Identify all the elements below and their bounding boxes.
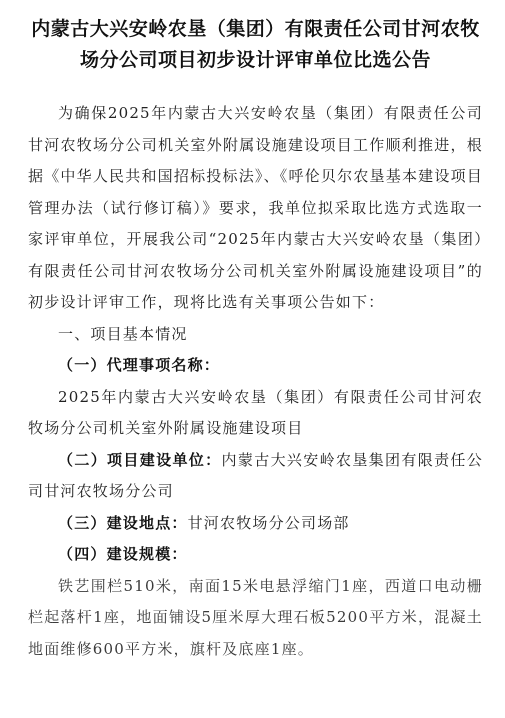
item-4-label: （四）建设规模：	[58, 545, 188, 563]
item-4-value: 铁艺围栏510米，南面15米电悬浮缩门1座，西道口电动栅栏起落杆1座，地面铺设5厘米厚大理石板5200平方米，混凝土地面维修600平方米，旗杆及底座1座。	[28, 576, 483, 658]
document-title	[28, 14, 483, 76]
item-2-value: 内蒙古大兴安岭农垦集团有限责任公司甘河农牧场分公司	[28, 450, 483, 500]
item-1-value: 2025年内蒙古大兴安岭农垦（集团）有限责任公司甘河农牧场分公司机关室外附属设施建设项目	[28, 387, 483, 437]
title-line-2: 场分公司项目初步设计评审单位比选公告	[79, 49, 431, 71]
section-heading: 一、项目基本情况	[58, 324, 188, 343]
item-1-label: （一）代理事项名称：	[58, 356, 221, 374]
item-3-label: （三）建设地点：	[58, 513, 188, 532]
item-2	[28, 445, 483, 508]
item-2-label: （二）项目建设单位：	[58, 450, 222, 469]
intro-paragraph: 为确保2025年内蒙古大兴安岭农垦（集团）有限责任公司甘河农牧场分公司机关室外附属设施建设项目工作顺利推进，根据《中华人民共和国招标投标法》、《呼伦贝尔农垦基本建设项目管理办法（试行修订稿）》要求，我单位拟采取比选方式选取一家评审单位，开展我公司“2025年内蒙古大兴安岭农垦（集团）有限责任公司甘河农牧场分公司机关室外附属设施建设项目”的初步设计评审工作，现将比选有关事项公告如下：	[28, 104, 483, 311]
title-line-1: 内蒙古大兴安岭农垦（集团）有限责任公司甘河农牧	[31, 18, 480, 40]
item-3-value: 甘河农牧场分公司场部	[187, 513, 350, 532]
item-3	[28, 508, 483, 540]
